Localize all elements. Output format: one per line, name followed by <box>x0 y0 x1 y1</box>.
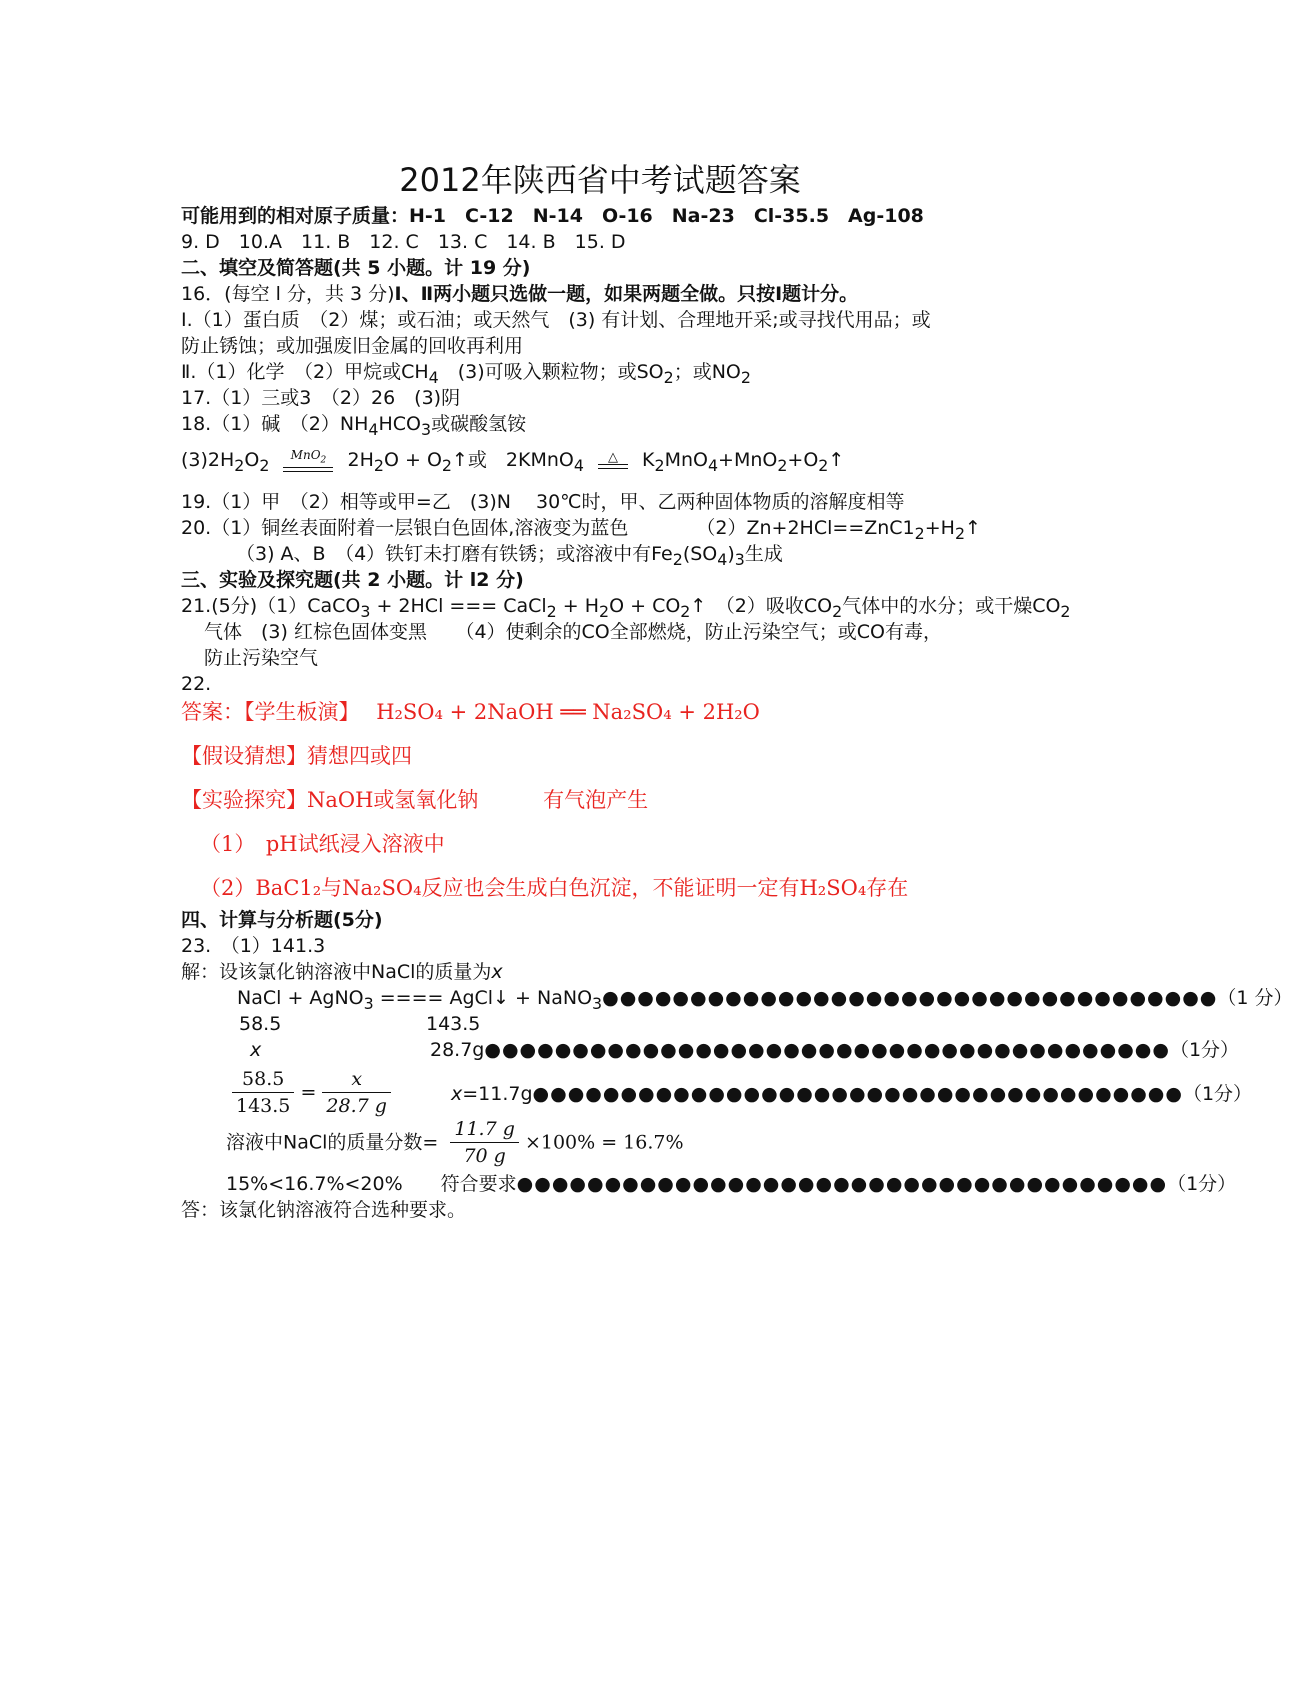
atomic-masses: 可能用到的相对原子质量：H-1 C-12 N-14 O-16 Na-23 Cl-35.5 Ag-108 <box>181 205 924 227</box>
eq-end5: ↑ <box>828 449 845 471</box>
subscript: 4 <box>428 367 439 387</box>
eq-end3: +MnO <box>718 449 778 471</box>
q16-part1-line1: I.（1）蛋白质 （2）煤；或石油；或天然气 (3) 有计划、合理地开采;或寻找代用品；或 <box>181 309 931 331</box>
catalyst-arrow <box>283 449 333 471</box>
mass-58-5: 58.5 <box>239 1013 282 1035</box>
q20-line1-left: 20.（1）铜丝表面附着一层银白色固体,溶液变为蓝色 <box>181 517 629 539</box>
q22-answer-label: 答案：【学生板演】 <box>181 700 360 724</box>
fraction-label: 溶液中NaCl的质量分数= <box>226 1131 439 1154</box>
check-text: 15%<16.7%<20% 符合要求 <box>226 1173 517 1195</box>
choice-answers: 9. D 10.A 11. B 12. C 13. C 14. B 15. D <box>181 231 626 253</box>
q17-answer: 17.（1）三或3 （2）26 (3)阴 <box>181 387 461 409</box>
q22-number: 22. <box>181 673 212 695</box>
q21-d: O + CO <box>609 595 681 617</box>
q16-part2-b: (3)可吸入颗粒物；或SO <box>438 361 664 383</box>
subscript: 2 <box>740 367 751 387</box>
section4-heading: 四、计算与分析题(5分) <box>181 909 383 931</box>
q22-explore-label: 【实验探究】NaOH或氢氧化钠 <box>181 788 479 812</box>
q23-result: x=11.7g●●●●●●●●●●●●●●●●●●●●●●●●●●●●●●●●●●●●●（1分） <box>451 1083 1253 1105</box>
mass-28-7: 28.7g●●●●●●●●●●●●●●●●●●●●●●●●●●●●●●●●●●●●●●●（1分） <box>430 1039 1240 1061</box>
q21-c: + H <box>556 595 600 617</box>
score-1: （1 分） <box>1217 987 1293 1009</box>
q20-line2-b: (SO <box>682 543 718 565</box>
eq-middle: 2H <box>347 449 374 471</box>
q20-line2-c: ) <box>727 543 735 565</box>
q23-check: 15%<16.7%<20% 符合要求●●●●●●●●●●●●●●●●●●●●●●●●●●●●●●●●●●●●●（1分） <box>226 1173 1237 1195</box>
proportion <box>232 1066 391 1119</box>
subscript: 3 <box>421 419 432 439</box>
q23-answer: 答：该氯化钠溶液符合选种要求。 <box>181 1199 467 1221</box>
q21-b: + 2HCl === CaCl <box>370 595 547 617</box>
eq-start: (3)2H <box>181 449 235 471</box>
q23-solve <box>181 960 503 984</box>
q18-line1 <box>181 412 526 442</box>
frac1-den: 143.5 <box>236 1095 291 1117</box>
eq-end: K <box>642 449 655 471</box>
var-x: x <box>250 1039 262 1061</box>
q19-answer: 19.（1）甲 （2）相等或甲=乙 (3)N 30℃时，甲、乙两种固体物质的溶解度相等 <box>181 491 905 513</box>
q18-line1-a: 18.（1）碱 （2）NH <box>181 413 369 435</box>
score-2: （1分） <box>1169 1039 1240 1061</box>
reaction-a: NaCl + AgNO <box>237 987 364 1009</box>
eq-end2: MnO <box>664 449 708 471</box>
q16-intro-line <box>181 282 858 306</box>
q16-part2-c: ；或NO <box>673 361 741 383</box>
q22-answer <box>181 700 760 724</box>
frac2-den: 28.7 g <box>326 1095 387 1117</box>
q22-explore-result: 有气泡产生 <box>543 788 649 812</box>
eq-or2: ↑或 2KMnO <box>451 449 574 471</box>
q21-line2: 气体 (3) 红棕色固体变黑 （4）使剩余的CO全部燃烧，防止污染空气；或CO有毒， <box>204 621 942 643</box>
q23-reaction: NaCl + AgNO$_3$ ==== AgCl↓ + NaNO$_3$●●●●●●●●●●●●●●●●●●●●●●●●●●●●●●●●●●●（1 分） <box>237 987 1293 1013</box>
section3-heading: 三、实验及探究题(共 2 小题。计 l2 分) <box>181 569 524 591</box>
q23-solve-text: 解：设该氯化钠溶液中NaCl的质量为 <box>181 961 492 983</box>
q23-part1: 23. （1）141.3 <box>181 935 326 957</box>
eq-end4: +O <box>787 449 819 471</box>
q18-line1-b: HCO <box>378 413 421 435</box>
subscript: 2 <box>663 367 674 387</box>
eq-or: O + O <box>383 449 442 471</box>
frac3-den: 70 g <box>463 1145 506 1167</box>
result-val: =11.7g <box>462 1083 533 1105</box>
frac3-num: 11.7 g <box>450 1116 519 1143</box>
heat-arrow: △ <box>598 452 628 469</box>
q20-line1-right: （2）Zn+2HCl==ZnC1 <box>696 517 915 539</box>
fraction-1 <box>232 1066 294 1119</box>
frac2-num: x <box>322 1066 391 1093</box>
fraction-2 <box>322 1066 391 1119</box>
q20-line1-right2: +H <box>924 517 955 539</box>
q21-f: 气体中的水分；或干燥CO <box>842 595 1061 617</box>
q20-line1-right3: ↑ <box>965 517 981 539</box>
q18-line1-c: 或碳酸氢铵 <box>431 413 527 435</box>
q21-line3: 防止污染空气 <box>204 647 319 669</box>
q22-item2: （2）BaC1₂与Na₂SO₄反应也会生成白色沉淀，不能证明一定有H₂SO₄存在 <box>200 876 909 900</box>
q23-var: x <box>491 961 503 983</box>
q18-equation: $(3)2H_2O_2$ MnO$_2$ $2H_2O$ + $O_2↑$或 2KMnO$_4$ △ $K_2MnO_4+MnO_2+O_2↑$ <box>181 448 845 475</box>
mass-143-5: 143.5 <box>426 1013 481 1035</box>
q21-a: 21.(5分)（1）CaCO <box>181 595 361 617</box>
q21-e: ↑ （2）吸收CO <box>690 595 833 617</box>
frac1-num: 58.5 <box>232 1066 294 1093</box>
mass-x <box>250 1038 261 1062</box>
q20-line2-d: 生成 <box>744 543 783 565</box>
q16-part1-line2: 防止锈蚀；或加强废旧金属的回收再利用 <box>181 335 524 357</box>
subscript: 4 <box>368 419 379 439</box>
catalyst-label: MnO <box>290 448 321 463</box>
subscript: 2 <box>320 455 327 466</box>
score-4: （1分） <box>1167 1173 1237 1195</box>
q22-hypothesis: 【假设猜想】猜想四或四 <box>181 744 412 768</box>
q22-equation: H₂SO₄ + 2NaOH ══ Na₂SO₄ + 2H₂O <box>376 700 760 724</box>
q20-line2: （3) A、B （4）铁钉未打磨有铁锈；或溶液中有$Fe_2(SO_4)_3$生成 <box>236 543 783 569</box>
q22-item1: （1） pH试纸浸入溶液中 <box>200 832 445 856</box>
q20-line2-a: （3) A、B （4）铁钉未打磨有铁锈；或溶液中有Fe <box>236 543 673 565</box>
q16-part2-a: Ⅱ.（1）化学 （2）甲烷或CH <box>181 361 429 383</box>
mass-28-7-val: 28.7g <box>430 1039 485 1061</box>
q20-line1: 20.（1）铜丝表面附着一层银白色固体,溶液变为蓝色 $(2)Zn+2HCl==ZnC1_2+H_2↑$ <box>181 517 981 543</box>
page-title: 2012年陕西省中考试题答案 <box>399 161 801 199</box>
q22-explore <box>181 788 648 812</box>
reaction-b: ==== AgCl↓ + NaNO <box>373 987 593 1009</box>
equals: = <box>300 1081 317 1104</box>
q16-intro-rule: Ⅰ、Ⅱ两小题只选做一题，如果两题全做。只按Ⅰ题计分。 <box>394 283 859 305</box>
mass-fraction <box>226 1116 684 1169</box>
score-3: （1分） <box>1182 1083 1253 1105</box>
q16-intro: 16．(每空 l 分，共 3 分) <box>181 283 395 305</box>
q21-line1: 21.(5分)（1）CaCO$_3$ + 2HCl === CaCl$_2$ + $H_2O$ + $CO_2↑$ （2）吸收$CO_2$气体中的水分；或干燥$CO_2$ <box>181 595 1071 621</box>
fraction-3 <box>450 1116 519 1169</box>
percent-result: ×100% = 16.7% <box>524 1131 684 1154</box>
section2-heading: 二、填空及简答题(共 5 小题。计 19 分) <box>181 257 531 279</box>
